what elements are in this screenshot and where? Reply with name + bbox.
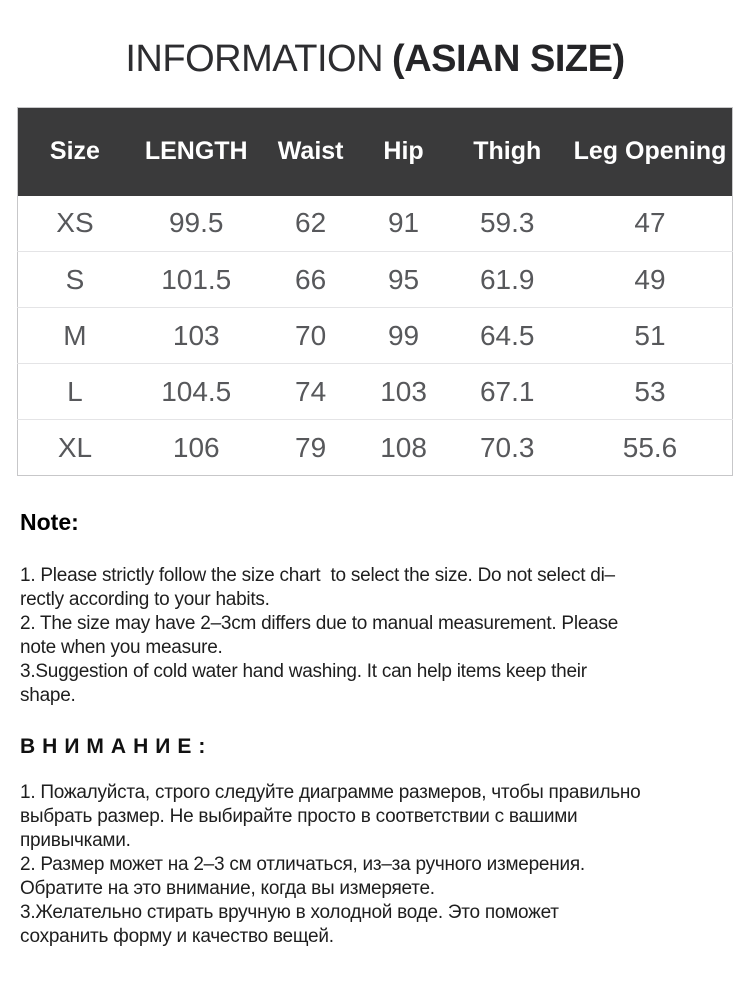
waist-cell: 66	[261, 252, 361, 308]
table-row	[18, 420, 733, 476]
waist-cell: 62	[261, 196, 361, 252]
length-cell: 104.5	[132, 364, 261, 420]
note-line: note when you measure.	[20, 637, 223, 658]
size-chart-table	[17, 107, 733, 476]
attention-heading: ВНИМАНИЕ:	[20, 735, 213, 758]
hip-cell: 95	[361, 252, 447, 308]
page-title-primary: INFORMATION	[125, 38, 384, 80]
note-line: 2. The size may have 2–3cm differs due to manual measurement. Please	[20, 613, 619, 634]
english-notes	[20, 564, 730, 708]
length-cell: 99.5	[132, 196, 261, 252]
note-line: shape.	[20, 685, 76, 706]
thigh-cell: 59.3	[446, 196, 568, 252]
note-line: 3.Suggestion of cold water hand washing. It can help items keep their	[20, 661, 587, 682]
thigh-cell: 61.9	[446, 252, 568, 308]
table-row	[18, 252, 733, 308]
leg-opening-cell: 47	[568, 196, 732, 252]
russian-notes	[20, 781, 730, 949]
hip-cell: 99	[361, 308, 447, 364]
attention-line: 2. Размер может на 2–3 см отличаться, из–за ручного измерения.	[20, 854, 585, 875]
column-header-hip: Hip	[361, 108, 447, 196]
column-header-leg-opening: Leg Opening	[568, 108, 732, 196]
hip-cell: 91	[361, 196, 447, 252]
page-title	[0, 0, 750, 80]
waist-cell: 70	[261, 308, 361, 364]
attention-line: Обратите на это внимание, когда вы измеряете.	[20, 878, 435, 899]
table-row	[18, 308, 733, 364]
size-cell: S	[18, 252, 132, 308]
column-header-waist: Waist	[261, 108, 361, 196]
size-cell: M	[18, 308, 132, 364]
size-cell: L	[18, 364, 132, 420]
attention-line: 3.Желательно стирать вручную в холодной воде. Это поможет	[20, 902, 559, 923]
hip-cell: 108	[361, 420, 447, 476]
attention-line: сохранить форму и качество вещей.	[20, 926, 334, 947]
leg-opening-cell: 49	[568, 252, 732, 308]
size-cell: XS	[18, 196, 132, 252]
table-row	[18, 196, 733, 252]
column-header-size: Size	[18, 108, 132, 196]
waist-cell: 79	[261, 420, 361, 476]
notes-section	[0, 506, 750, 949]
leg-opening-cell: 51	[568, 308, 732, 364]
page-title-emphasis: (ASIAN SIZE)	[392, 38, 625, 80]
thigh-cell: 70.3	[446, 420, 568, 476]
attention-line: выбрать размер. Не выбирайте просто в соответствии с вашими	[20, 806, 578, 827]
table-row	[18, 364, 733, 420]
length-cell: 106	[132, 420, 261, 476]
waist-cell: 74	[261, 364, 361, 420]
thigh-cell: 67.1	[446, 364, 568, 420]
leg-opening-cell: 53	[568, 364, 732, 420]
table-header-row	[18, 108, 733, 196]
size-cell: XL	[18, 420, 132, 476]
column-header-length: LENGTH	[132, 108, 261, 196]
leg-opening-cell: 55.6	[568, 420, 732, 476]
note-line: 1. Please strictly follow the size chart to select the size. Do not select di–	[20, 565, 615, 586]
length-cell: 101.5	[132, 252, 261, 308]
hip-cell: 103	[361, 364, 447, 420]
attention-line: 1. Пожалуйста, строго следуйте диаграмме размеров, чтобы правильно	[20, 782, 641, 803]
note-heading: Note:	[20, 509, 79, 535]
column-header-thigh: Thigh	[446, 108, 568, 196]
thigh-cell: 64.5	[446, 308, 568, 364]
attention-line: привычками.	[20, 830, 131, 851]
length-cell: 103	[132, 308, 261, 364]
note-line: rectly according to your habits.	[20, 589, 270, 610]
